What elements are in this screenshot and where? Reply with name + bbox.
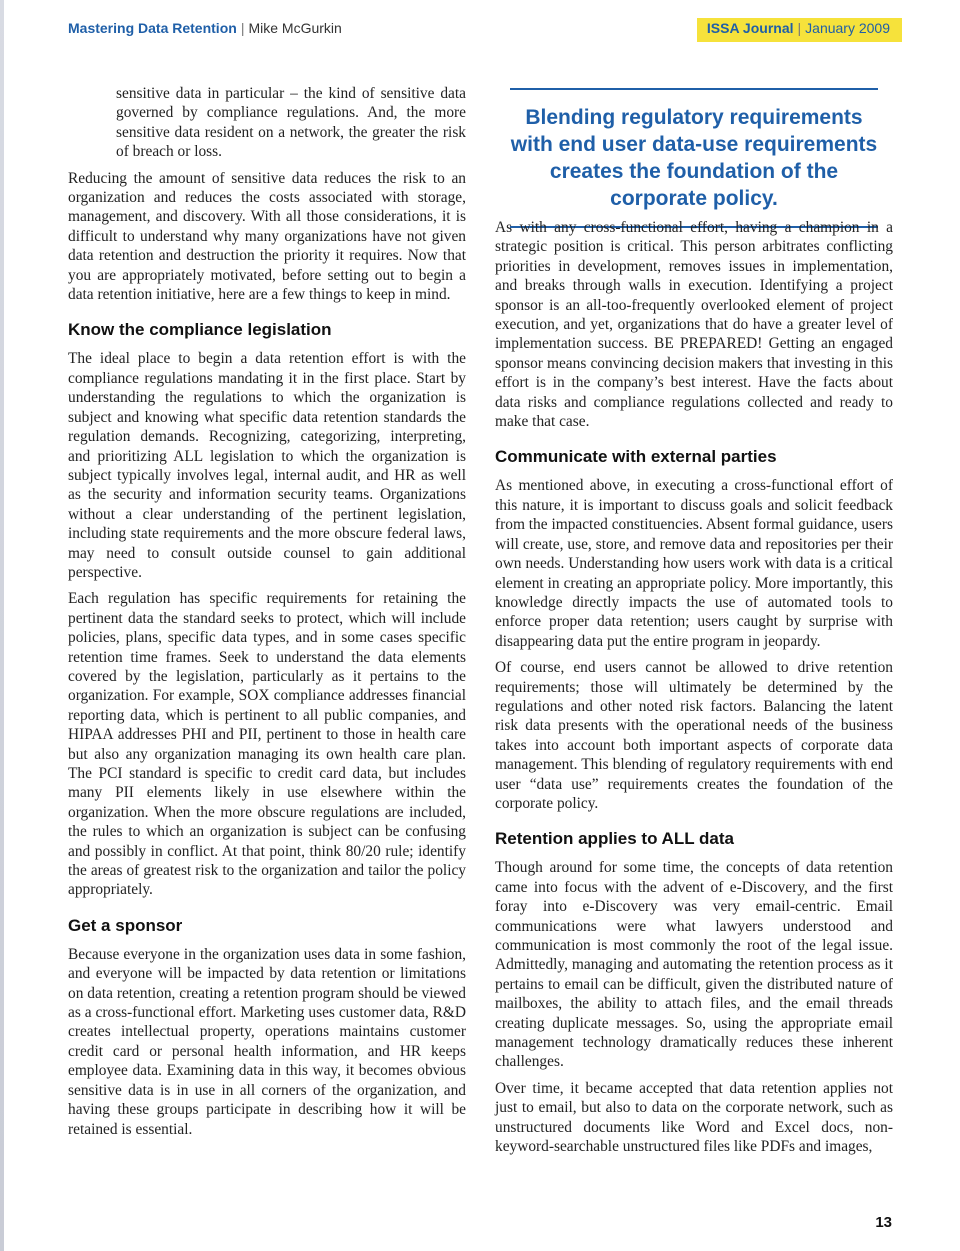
heading-sponsor: Get a sponsor bbox=[68, 915, 183, 935]
paragraph-because: Because everyone in the organization uses data in some fashion, and everyone will be impacted by data retention or limitations on data retention, creating a retention program should be viewed as a cross-functional effort. Marketing uses customer data, R&D creates intellectual property, operations maintains customer credit card or personal health information, and HR keeps employee data. Examining data in this way, it becomes obvious sensitive data is in use in all corners of the organization, and having these groups participate in describing how it will be retained is essential. bbox=[68, 945, 466, 1138]
right-column bbox=[495, 218, 893, 1163]
paragraph-though: Though around for some time, the concepts of data retention came into focus with the advent of e-Discovery, and the first foray into e-Discovery was very email-centric. Email communications were what lawyers understood and communication is most commonly the root of the legal issue. Admittedly, managing and automating the retention process as it pertains to email can be difficult, given the distributed nature of mailboxes, the ability to attach files, and the email threads creating duplicate messages. So, using the appropriate email management technology dramatically reduces these inherent challenges. bbox=[495, 859, 893, 1071]
paragraph-of-course: Of course, end users cannot be allowed to drive retention requirements; those will ultimately be determined by the regulations and other noted risk factors. Balancing the latent risk data presents with the operational needs of the business takes into account both important aspects of corporate data management. This blending of regulatory requirements with end user “data use” requirements creates the foundation of the corporate policy. bbox=[495, 659, 893, 812]
page-number: 13 bbox=[875, 1214, 892, 1231]
paragraph-champion: As with any cross-functional effort, having a champion in a strategic position is critical. This person arbitrates conflicting priorities in development, removes issues in implementation, and breaks through walls in execution. Identifying a project sponsor is an all-too-frequently overlooked element of project execution, and yet, organizations that do have a greater level of implementation success. BE PREPARED! Getting an engaged sponsor means convincing decision makers that investing in this effort is in the company’s best interest. Have the facts about data risks and compliance regulations collected and ready to make that case. bbox=[495, 219, 893, 431]
journal-name: ISSA Journal bbox=[706, 20, 794, 36]
pull-quote: Blending regulatory requirements with end user data-use requirements creates the foundation of the corporate policy. bbox=[510, 88, 878, 228]
issue-date: January 2009 bbox=[805, 20, 890, 36]
paragraph-ideal-place: The ideal place to begin a data retention effort is with the compliance regulations mandating it in the first place. Start by understanding the regulations to which the organization is subject and knowing what specific data retention standards the regulation demands. Recognizing, categorizing, interpreting, and prioritizing ALL legislation to which the organization is subject typically involves legal, internal audit, and HR as well as the security and information security teams. Organizations without a clear understanding of the pertinent legislation, including state requirements and the more obscure federal laws, may need to consult outside counsel to gain additional perspective. bbox=[68, 350, 466, 581]
paragraph-mentioned: As mentioned above, in executing a cross-functional effort of this nature, it is important to discuss goals and solicit feedback from the impacted constituencies. Absent formal guidance, users will create, use, store, and remove data and repositories per their own needs. Understanding how users work with data is a critical element in creating an appropriate policy. More importantly, this knowledge directly impacts the use of automated tools to enforce proper data retention; users caught by surprise with disappearing data put the entire program in jeopardy. bbox=[495, 477, 893, 650]
paragraph-each-regulation: Each regulation has specific requirements for retaining the pertinent data the standard seeks to protect, which will include policies, plans, specific data types, and in some cases specific retention time frames. Seek to understand the data elements covered by the legislation, particularly as it pertains to the organization. For example, SOX compliance addresses financial reporting data, which is pertinent to all public companies, and HIPAA addresses PHI and PII, pertinent to those in health care but also any organization managing its own health care plan. The PCI standard is specific to credit card data, but includes many PII elements likely in use elsewhere within the organization. When the more obscure regulations are included, the rules to which an organization is subject can be confusing and possibly in conflict. At that point, think 80/20 rule; identify the areas of greatest risk to the organization and tailor the policy appropriately. bbox=[68, 590, 466, 899]
paragraph-reducing: Reducing the amount of sensitive data reduces the risk to an organization and reduces the costs associated with storage, management, and discovery. With all those considerations, it is difficult to understand why many organizations have not given data retention and destruction the priority it requires. Now that you are appropriately motivated, before setting out to begin a data retention initiative, here are a few things to keep in mind. bbox=[68, 169, 466, 304]
author-name: Mike McGurkin bbox=[248, 20, 342, 36]
header-left bbox=[68, 20, 342, 36]
journal-badge bbox=[697, 18, 902, 42]
heading-compliance: Know the compliance legislation bbox=[68, 320, 332, 340]
page-edge bbox=[0, 0, 4, 1251]
header-separator: | bbox=[240, 20, 245, 36]
paragraph-over-time: Over time, it became accepted that data retention applies not just to email, but also to data on the corporate network, such as unstructured documents like Word and Excel docs, non-keyword-searchable unstructured files like PDFs and images, bbox=[495, 1079, 893, 1156]
running-header bbox=[0, 18, 960, 42]
section-title: Mastering Data Retention bbox=[68, 20, 237, 36]
left-column bbox=[68, 84, 466, 1146]
heading-communicate: Communicate with external parties bbox=[495, 447, 777, 467]
paragraph-continued: sensitive data in particular – the kind of sensitive data governed by compliance regulations. And, the more sensitive data resident on a network, the greater the risk of breach or loss. bbox=[116, 85, 466, 161]
heading-retention: Retention applies to ALL data bbox=[495, 829, 734, 849]
header-separator-right: | bbox=[797, 20, 802, 36]
